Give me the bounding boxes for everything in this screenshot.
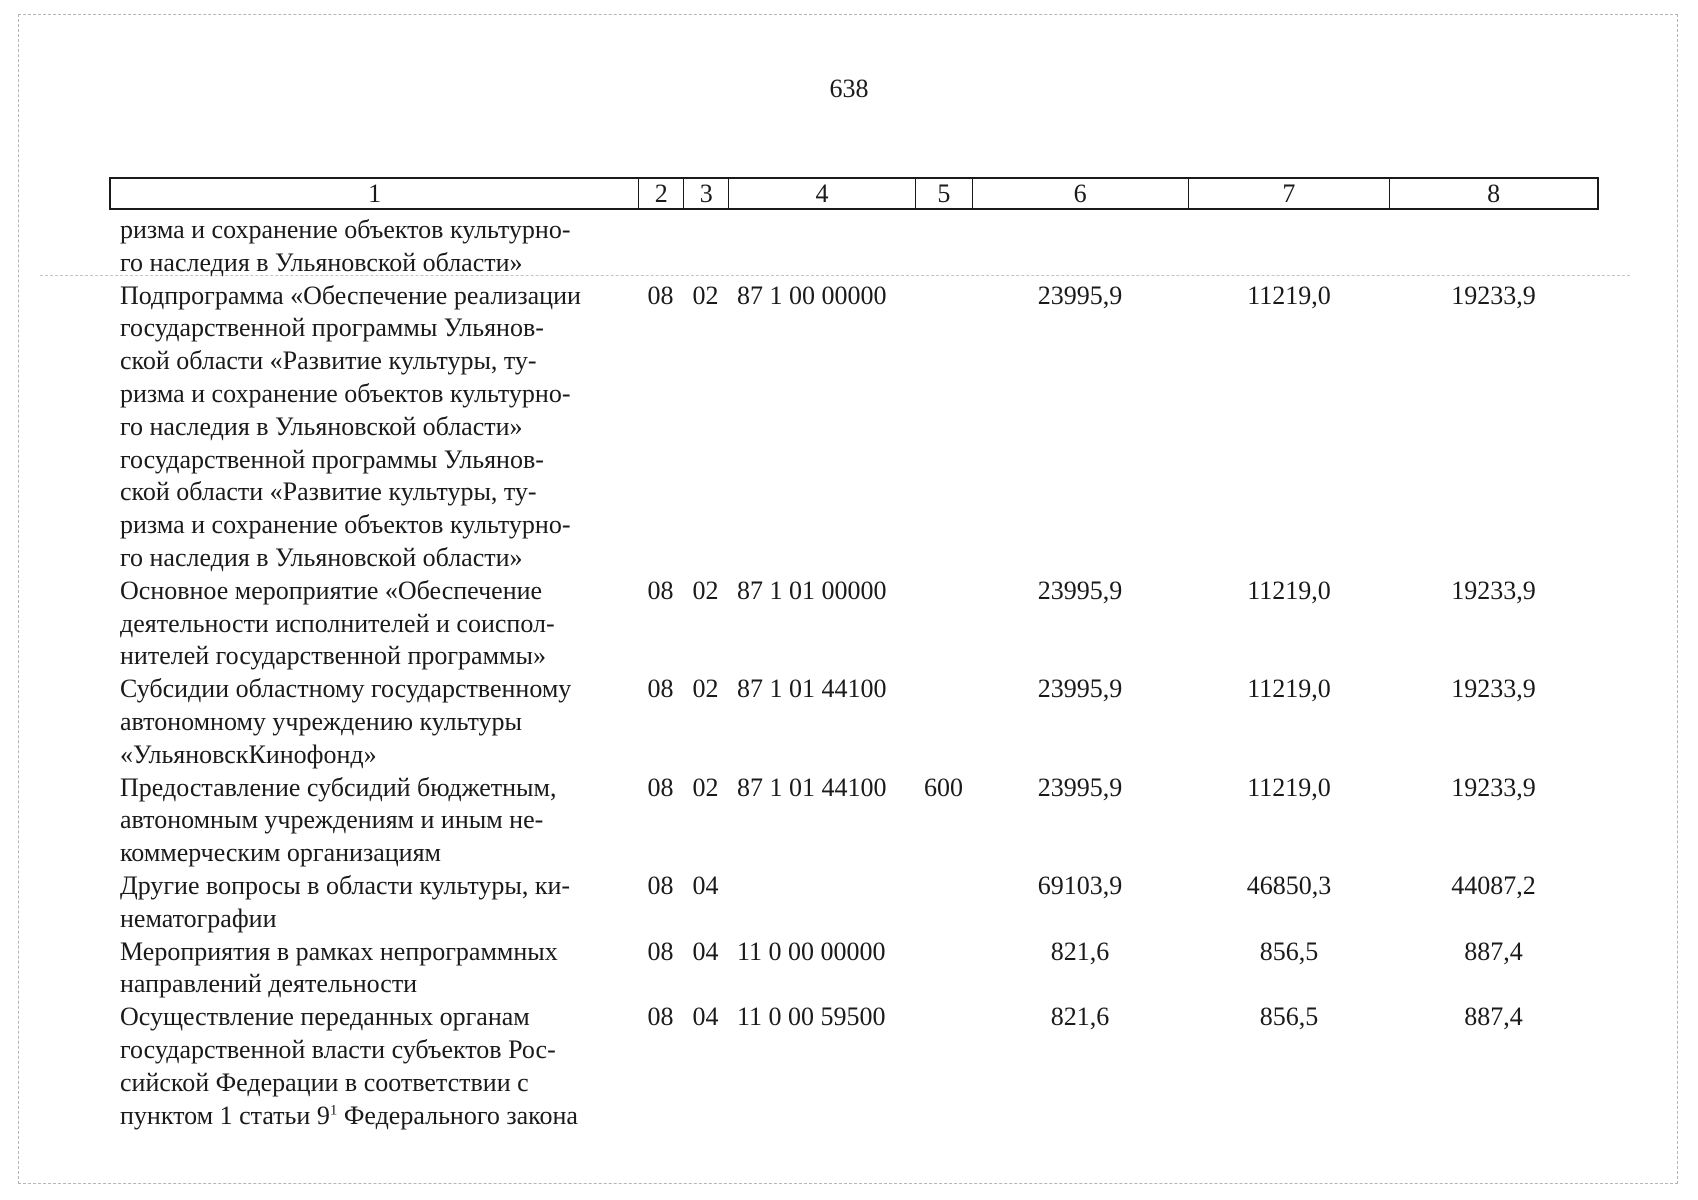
cell-amount-col6: 69103,9: [1037, 870, 1123, 900]
cell-amount-col6: 23995,9: [1037, 772, 1123, 802]
table-row: [109, 280, 1599, 575]
cell-amount-col8: 19233,9: [1451, 575, 1536, 605]
table-header: [109, 177, 1599, 210]
description-line: автономному учреждению культуры: [120, 706, 522, 736]
cell-amount-col8: 19233,9: [1451, 674, 1536, 704]
table-row: [109, 936, 1599, 1002]
cell-amount-col6: 821,6: [1050, 1002, 1110, 1032]
description-line: ской области «Развитие культуры, ту-: [120, 346, 537, 376]
cell-amount-col7: 856,5: [1259, 936, 1319, 966]
cell-expense-type: 600: [924, 772, 963, 802]
description-line: Подпрограмма «Обеспечение реализации: [120, 280, 581, 310]
description-line: Осуществление переданных органам: [120, 1002, 530, 1032]
cell-section: 08: [647, 772, 674, 802]
description-line: направлений деятельности: [120, 969, 418, 999]
cell-amount-col7: 11219,0: [1247, 674, 1331, 704]
row-description: [109, 673, 638, 771]
cell-target-article: 87 1 01 44100: [737, 674, 887, 704]
header-col-7: 7: [1189, 179, 1391, 208]
row-description: [109, 1001, 638, 1132]
description-line: ризма и сохранение объектов культурно-: [120, 215, 571, 244]
description-line: нителей государственной программы»: [120, 641, 546, 671]
cell-section: 08: [647, 870, 674, 900]
cell-amount-col6: 23995,9: [1037, 674, 1123, 704]
table-row: [109, 1001, 1599, 1132]
description-line: ской области «Развитие культуры, ту-: [120, 477, 537, 507]
cell-subsection: 02: [692, 280, 719, 310]
header-col-3: 3: [684, 179, 729, 208]
cell-section: 08: [647, 674, 674, 704]
cell-amount-col8: 19233,9: [1451, 772, 1536, 802]
cell-subsection: 02: [692, 674, 719, 704]
description-line: коммерческим организациям: [120, 838, 442, 868]
cell-amount-col6: 23995,9: [1037, 280, 1123, 310]
superscript-marker: 1: [329, 1101, 338, 1118]
cell-target-article: 87 1 00 00000: [737, 280, 887, 310]
cell-section: 08: [647, 280, 674, 310]
cell-subsection: 04: [692, 1002, 719, 1032]
description-line: Субсидии областному государственному: [120, 674, 572, 704]
description-line: государственной власти субъектов Рос-: [120, 1034, 556, 1064]
cell-target-article: 11 0 00 00000: [737, 936, 886, 966]
cell-amount-col7: 11219,0: [1247, 575, 1331, 605]
description-line: государственной программы Ульянов-: [120, 313, 544, 343]
description-line: Предоставление субсидий бюджетным,: [120, 772, 557, 802]
table-row: [109, 575, 1599, 673]
table-row: [109, 870, 1599, 936]
description-line: «УльяновскКинофонд»: [120, 739, 377, 769]
description-line: Мероприятия в рамках непрограммных: [120, 936, 558, 966]
cell-subsection: 02: [692, 575, 719, 605]
cell-section: 08: [647, 936, 674, 966]
cell-amount-col8: 44087,2: [1451, 870, 1536, 900]
row-description: [109, 936, 638, 1002]
cell-amount-col6: 23995,9: [1037, 575, 1123, 605]
table-row: [109, 772, 1599, 870]
cell-target-article: 11 0 00 59500: [737, 1002, 886, 1032]
row-description: [109, 280, 638, 575]
header-col-4: 4: [729, 179, 916, 208]
description-line: Основное мероприятие «Обеспечение: [120, 575, 543, 605]
description-line: государственной программы Ульянов-: [120, 444, 544, 474]
table-row: [109, 214, 1599, 280]
cell-amount-col7: 856,5: [1259, 1002, 1319, 1032]
row-description: [109, 575, 638, 673]
header-col-2: 2: [639, 179, 684, 208]
cell-subsection: 04: [692, 936, 719, 966]
cell-target-article: 87 1 01 44100: [737, 772, 887, 802]
header-col-8: 8: [1487, 179, 1501, 208]
description-line: Другие вопросы в области культуры, ки-: [120, 870, 571, 900]
description-line: го наследия в Ульяновской области»: [120, 411, 523, 441]
description-line: деятельности исполнителей и соиспол-: [120, 608, 555, 638]
description-line: го наследия в Ульяновской области»: [120, 247, 523, 277]
page-number: 638: [829, 74, 869, 103]
cell-amount-col8: 19233,9: [1451, 280, 1536, 310]
table-body: [109, 214, 1599, 1132]
description-line: автономным учреждениям и иным не-: [120, 805, 544, 835]
cell-subsection: 02: [692, 772, 719, 802]
cell-section: 08: [647, 575, 674, 605]
cell-amount-col7: 11219,0: [1247, 772, 1331, 802]
description-line: ризма и сохранение объектов культурно-: [120, 510, 571, 540]
description-line: нематографии: [120, 903, 277, 933]
cell-amount-col7: 46850,3: [1246, 870, 1332, 900]
cell-amount-col8: 887,4: [1464, 936, 1523, 966]
cell-amount-col7: 11219,0: [1247, 280, 1331, 310]
header-col-1: 1: [111, 179, 639, 208]
description-line: ризма и сохранение объектов культурно-: [120, 378, 571, 408]
description-text: Федерального закона: [337, 1100, 578, 1130]
header-col-6: 6: [973, 179, 1189, 208]
cell-amount-col8: 887,4: [1464, 1002, 1523, 1032]
description-line: [120, 1100, 620, 1133]
row-description: [109, 772, 638, 870]
description-text: пунктом 1 статьи 9: [120, 1100, 330, 1130]
table-row: [109, 673, 1599, 771]
description-line: го наследия в Ульяновской области»: [120, 542, 523, 572]
cell-section: 08: [647, 1002, 674, 1032]
description-line: сийской Федерации в соответствии с: [120, 1067, 529, 1097]
cell-target-article: 87 1 01 00000: [737, 575, 887, 605]
header-col-5: 5: [916, 179, 973, 208]
row-description: [109, 214, 638, 280]
cell-subsection: 04: [692, 870, 719, 900]
row-description: [109, 870, 638, 936]
cell-amount-col6: 821,6: [1050, 936, 1110, 966]
